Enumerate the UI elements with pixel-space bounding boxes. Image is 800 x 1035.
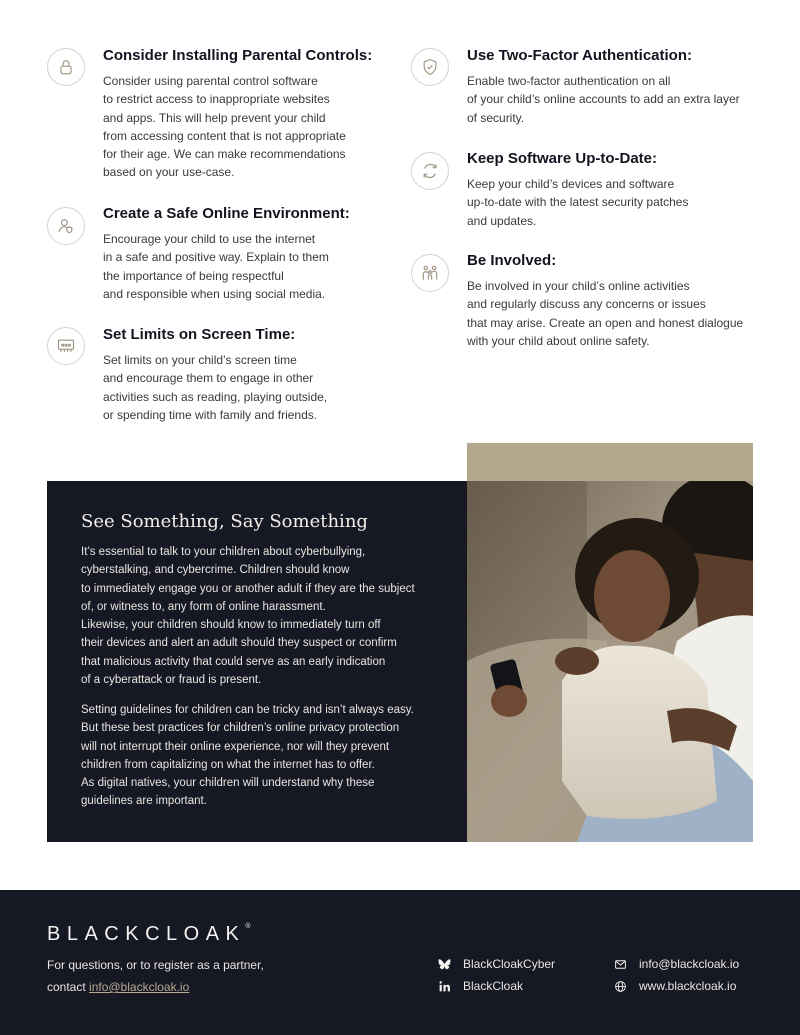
panel-line: of, or witness to, any form of online harassment. <box>81 600 326 613</box>
tip-title: Be Involved: <box>467 252 557 269</box>
linkedin-handle: BlackCloak <box>463 979 524 993</box>
tip-line: or spending time with family and friends. <box>103 407 318 422</box>
panel-line: Setting guidelines for children can be tricky and isn’t always easy. <box>81 704 414 716</box>
tip-line: and encourage them to engage in other <box>103 371 314 386</box>
tip-line: Set limits on your child’s screen time <box>103 353 297 367</box>
tip-line: and regularly discuss any concerns or issues <box>467 297 706 312</box>
tip-line: based on your use-case. <box>103 165 235 180</box>
tip-line: and responsible when using social media. <box>103 286 326 301</box>
tip-line: the importance of being respectful <box>103 268 284 283</box>
tip-line: of security. <box>467 110 525 125</box>
tip-title: Create a Safe Online Environment: <box>103 205 350 222</box>
tip-line: in a safe and positive way. Explain to them <box>103 250 329 265</box>
tip-line: Consider using parental control software <box>103 74 318 88</box>
logo-registered-mark: ® <box>245 923 251 930</box>
tip-line: and apps. This will help prevent your child <box>103 110 326 125</box>
tip-body <box>467 277 743 350</box>
panel-line: But these best practices for children’s online privacy protection <box>81 722 400 735</box>
panel-line: As digital natives, your children will understand why these <box>81 777 375 790</box>
tip-line: with your child about online safety. <box>467 333 650 348</box>
tip-line: from accessing content that is not appropriate <box>103 128 346 143</box>
tip-title: Keep Software Up-to-Date: <box>467 150 658 167</box>
tip-line: and updates. <box>467 213 537 228</box>
panel-line: that malicious activity that could serve as an early indication <box>81 655 386 668</box>
refresh-icon <box>411 152 449 190</box>
tip-body <box>103 351 327 424</box>
panel-line: will not interrupt their online experience, nor will they prevent <box>81 740 390 753</box>
panel-line: guidelines are important. <box>81 795 207 808</box>
bluesky-link[interactable] <box>437 957 555 971</box>
logo-text: BLACKCLOAK <box>47 923 246 945</box>
email-contact-link[interactable] <box>613 957 739 971</box>
beige-accent-band <box>467 443 753 483</box>
tip-line: activities such as reading, playing outside, <box>103 389 328 404</box>
tip-title: Use Two-Factor Authentication: <box>467 47 692 64</box>
footer <box>0 890 800 1035</box>
mail-icon <box>613 957 627 971</box>
contact-prefix: contact <box>47 980 90 994</box>
panel-title: See Something, Say Something <box>81 511 368 532</box>
globe-icon <box>613 979 627 993</box>
bluesky-handle: BlackCloakCyber <box>463 957 556 971</box>
panel-line: children from capitalizing on what the internet has to offer. <box>81 758 375 771</box>
email-address: info@blackcloak.io <box>639 957 740 971</box>
tip-title: Consider Installing Parental Controls: <box>103 47 373 64</box>
linkedin-icon <box>437 979 451 993</box>
see-something-panel <box>47 481 467 842</box>
shield-check-icon <box>411 48 449 86</box>
panel-line: to immediately engage you or another adult if they are the subject <box>81 582 415 595</box>
panel-paragraph-1 <box>81 543 415 689</box>
tip-body <box>467 175 688 230</box>
linkedin-link[interactable] <box>437 979 523 993</box>
tip-line: Encourage your child to use the internet <box>103 232 316 246</box>
website-link[interactable] <box>613 979 736 993</box>
lock-icon <box>47 48 85 86</box>
panel-paragraph-2 <box>81 701 414 811</box>
bluesky-icon <box>437 957 451 971</box>
website-url: www.blackcloak.io <box>639 979 737 993</box>
family-icon <box>411 254 449 292</box>
screen-family-icon <box>47 327 85 365</box>
tip-body <box>103 72 346 182</box>
panel-line: their devices and alert an adult should they suspect or confirm <box>81 637 397 650</box>
tip-line: up-to-date with the latest security patches <box>467 195 689 210</box>
blackcloak-logo[interactable] <box>47 923 251 946</box>
email-link[interactable]: info@blackcloak.io <box>89 980 190 994</box>
footer-cta-line-2 <box>47 980 189 994</box>
tip-line: that may arise. Create an open and honest dialogue <box>467 315 744 330</box>
tip-body <box>103 230 329 303</box>
tip-line: to restrict access to inappropriate websites <box>103 92 330 107</box>
tip-title: Set Limits on Screen Time: <box>103 326 296 343</box>
tip-line: Keep your child’s devices and software <box>467 177 675 191</box>
tip-line: for their age. We can make recommendations <box>103 147 346 162</box>
parent-child-phone-photo <box>467 481 753 842</box>
panel-line: Likewise, your children should know to immediately turn off <box>81 619 381 632</box>
panel-line: of a cyberattack or fraud is present. <box>81 674 262 687</box>
footer-cta-line-1: For questions, or to register as a partner, <box>47 958 264 972</box>
user-shield-icon <box>47 207 85 245</box>
panel-line: It’s essential to talk to your children about cyberbullying, <box>81 546 366 558</box>
tip-line: Enable two-factor authentication on all <box>467 74 671 88</box>
tip-line: Be involved in your child’s online activities <box>467 279 690 293</box>
tip-body <box>467 72 740 127</box>
tip-line: of your child’s online accounts to add an extra layer <box>467 92 740 107</box>
panel-line: cyberstalking, and cybercrime. Children should know <box>81 564 350 577</box>
